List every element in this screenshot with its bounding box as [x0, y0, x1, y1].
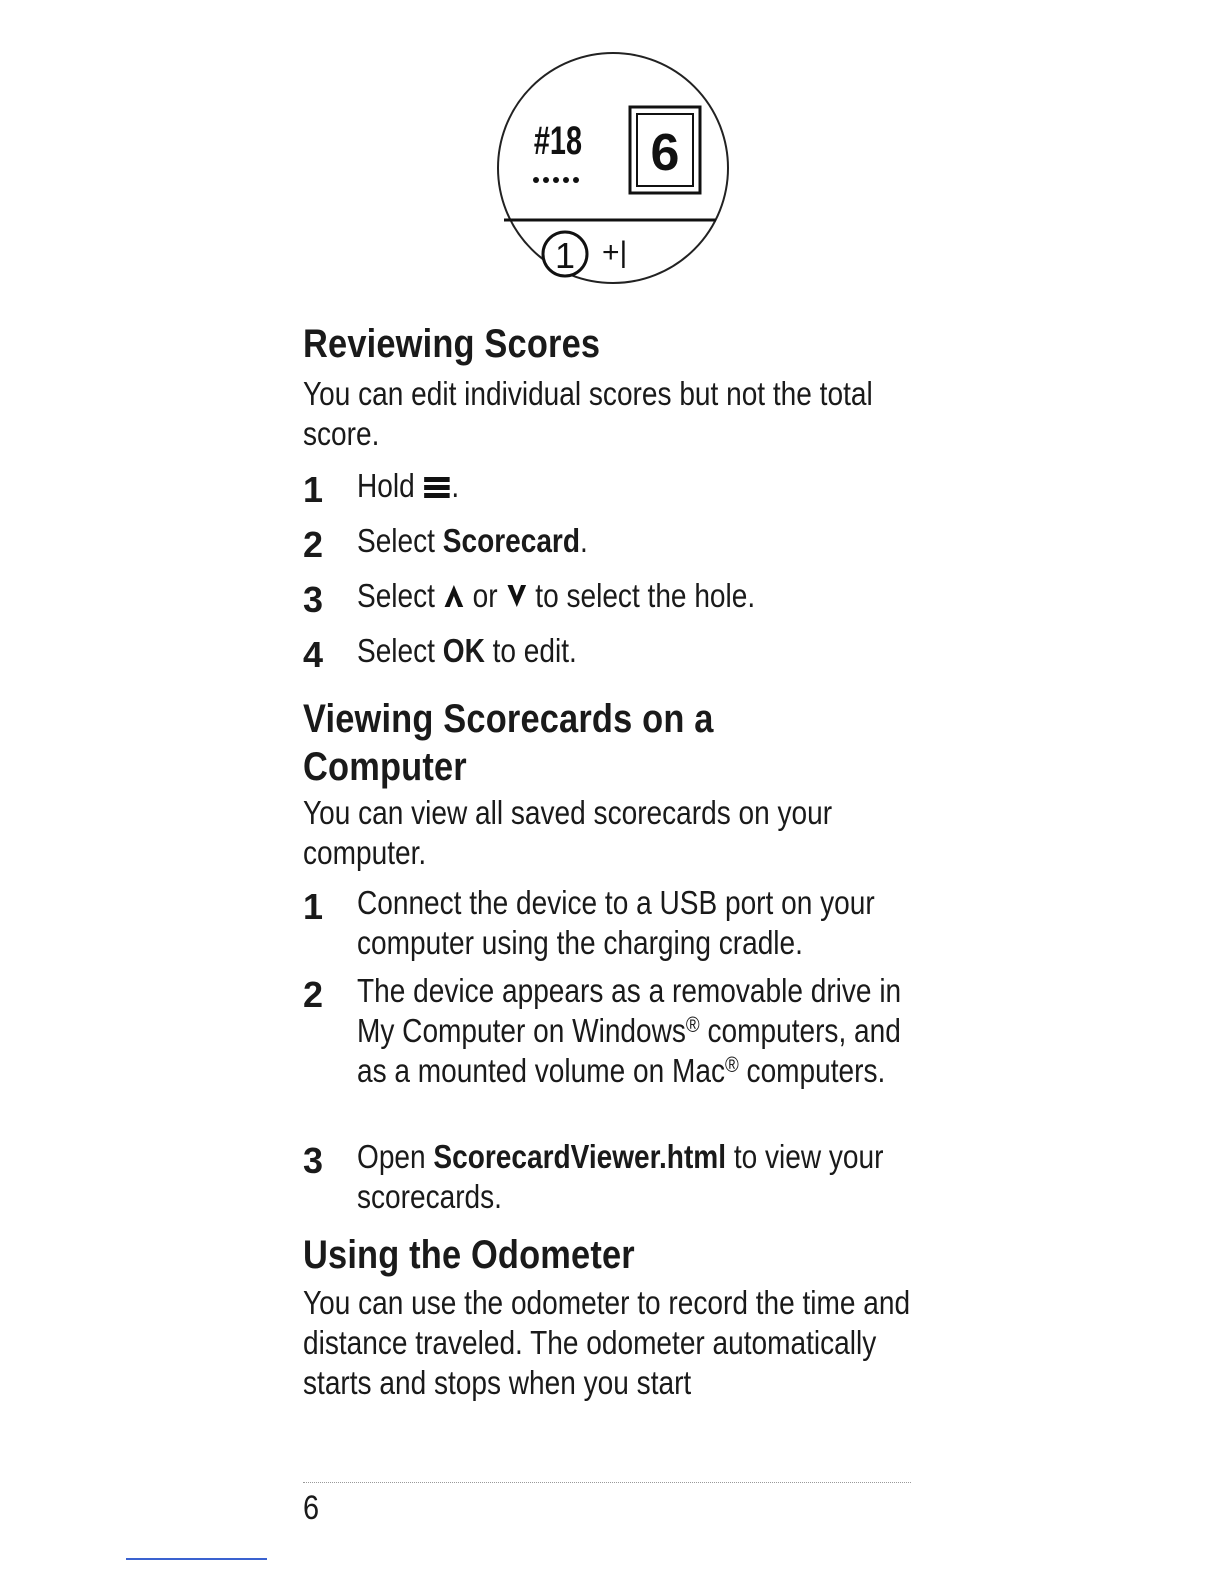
step-text-or: or	[472, 577, 498, 614]
step-text: Connect the device to a USB port on your computer using the charging cradle.	[357, 884, 875, 961]
callout-number: 1	[554, 235, 576, 276]
step-text-suffix: to edit.	[484, 632, 577, 669]
reviewing-steps-list	[303, 466, 923, 683]
registered-mark: ®	[685, 1012, 700, 1037]
step-text: Select	[357, 632, 443, 669]
step-text-suffix: .	[451, 467, 460, 504]
menu-icon	[422, 468, 451, 508]
page-number: 6	[303, 1489, 320, 1527]
viewing-steps-list	[303, 883, 923, 1225]
paragraph-viewing-intro: You can view all saved scorecards on your computer.	[303, 794, 833, 871]
step-text-suffix: .	[579, 522, 588, 559]
list-item	[303, 631, 923, 683]
step-number: 2	[303, 524, 324, 565]
score-value: 6	[650, 124, 680, 182]
watch-screen-illustration	[490, 48, 736, 294]
step-text-suffix: to view your scorecards.	[357, 1138, 884, 1215]
step-text: Hold	[357, 467, 415, 504]
step-text-mid: computers, and as a mounted volume on Mac	[357, 1012, 901, 1089]
list-item	[303, 883, 923, 971]
step-number: 1	[303, 886, 324, 927]
step-number: 1	[303, 469, 324, 510]
step-number: 4	[303, 634, 324, 675]
list-item	[303, 576, 923, 631]
watch-face-graphic	[490, 48, 736, 294]
step-text-suffix: computers.	[738, 1052, 886, 1089]
hole-number-label: #18	[533, 118, 582, 164]
paragraph-odometer-intro: You can use the odometer to record the time and distance traveled. The odometer automatically starts and stops when you start	[303, 1284, 911, 1401]
step-number: 3	[303, 579, 324, 620]
ok-label: OK	[442, 632, 485, 669]
score-indicator: +|	[602, 236, 628, 269]
heading-line-2: Computer	[303, 745, 467, 789]
heading-using-odometer: Using the Odometer	[303, 1233, 635, 1277]
footer-divider	[303, 1482, 911, 1483]
step-text: Open	[357, 1138, 434, 1175]
heading-viewing-scorecards	[303, 695, 922, 791]
list-item	[303, 1137, 923, 1225]
list-item	[303, 971, 923, 1137]
scorecard-label: Scorecard	[442, 522, 580, 559]
down-arrow-icon	[505, 578, 527, 618]
step-text: The device appears as a removable drive in My Computer on Windows	[357, 972, 902, 1049]
page-content	[303, 320, 923, 1403]
step-number: 3	[303, 1140, 324, 1181]
step-text: Select	[357, 577, 435, 614]
step-text-suffix: to select the hole.	[535, 577, 756, 614]
heading-reviewing-scores: Reviewing Scores	[303, 322, 601, 366]
step-text: Select	[357, 522, 443, 559]
list-item	[303, 466, 923, 521]
registered-mark: ®	[724, 1052, 739, 1077]
up-arrow-icon	[443, 578, 465, 618]
heading-line-1: Viewing Scorecards on a	[303, 697, 714, 741]
paragraph-reviewing-intro: You can edit individual scores but not the total score.	[303, 375, 873, 452]
filename-label: ScorecardViewer.html	[433, 1138, 727, 1175]
list-item	[303, 521, 923, 576]
bottom-edge-line	[126, 1558, 267, 1560]
step-number: 2	[303, 974, 324, 1015]
